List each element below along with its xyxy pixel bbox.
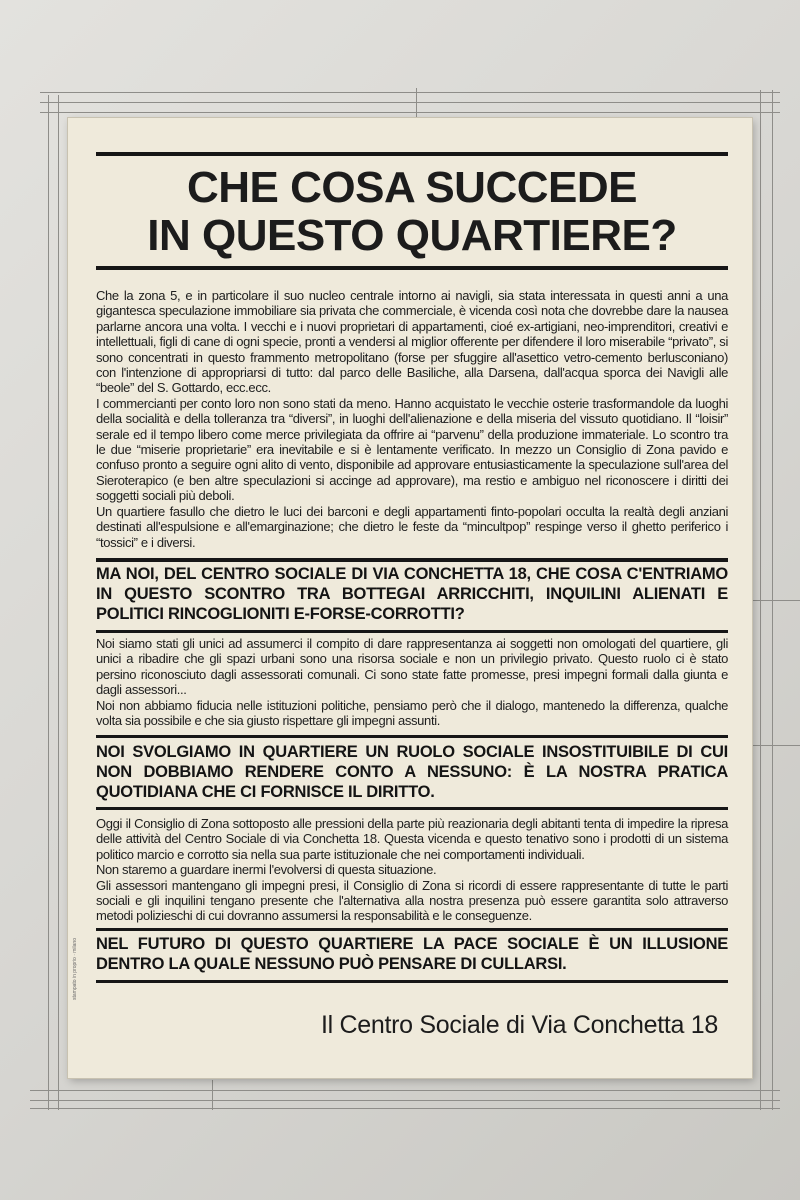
section-rule [96,735,728,738]
guide-line [48,95,49,1110]
title-underline-rule [96,266,728,270]
top-rule [96,152,728,156]
guide-line [40,92,780,93]
section-rule [96,928,728,931]
guide-line [760,90,761,1110]
paragraph: Gli assessori mantengano gli impegni presi, il Consiglio di Zona si ricordi di essere rappresentante di tutte le parti sociali e gli inquilini tengano presente che l'alternativa alla nostra presenza può essere garantita solo attraverso metodi polizieschi di cui dovranno assumersi la responsabilità e le conseguenze. [96,877,728,924]
intro-text [96,288,728,550]
guide-line [40,112,780,113]
paragraph: Un quartiere fasullo che dietro le luci dei barconi e degli appartamenti finto-popolari occulta la realtà degli anziani destinati all'espulsione e all'emarginazione; che dietro le feste da “mincultpop” respinge verso il ghetto periferico i “tossici” e i diversi. [96,503,728,550]
section-rule [96,807,728,810]
guide-line [416,88,417,118]
guide-line [212,1080,213,1110]
section-3-text [96,816,728,924]
paragraph: I commercianti per conto loro non sono stati da meno. Hanno acquistato le vecchie osterie trasformandole da luoghi della socialità e della tolleranza tra “diversi”, in luoghi dell'alienazione e della miseria del vissuto quotidiano. Il “loisir” serale ed il tempo libero come merce privilegiata da offrire ai “parvenu” della produzione immateriale. Lo scontro tra le due “miserie proprietarie” era inevitabile e si è lentamente verificato. In mezzo un Consiglio di Zona pavido e confuso pronto a seguire ogni alito di vento, disponibile ad approvare entusiasticamente la speculazione sull'area del Sieroterapico (e ben altre speculazioni si accinge ad approvare), ma restio e ambiguo nel riconoscere i diritti dei soggetti sociali più deboli. [96,395,728,504]
guide-line [772,90,773,1110]
headline-1: MA NOI, DEL CENTRO SOCIALE DI VIA CONCHETTA 18, CHE COSA C'ENTRIAMO IN QUESTO SCONTRO TRA BOTTEGAI ARRICCHITI, INQUILINI ALIENATI E POLITICI RINCOGLIONITI E-FORSE-CORROTTI? [96,565,728,623]
paragraph: Noi siamo stati gli unici ad assumerci il compito di dare rappresentanza ai soggetti non omologati del quartiere, gli unici a ribadire che gli spazi urbani sono una risorsa sociale e non un privilegio privato. Questo ruolo ci è stato persino riconosciuto dagli assessorati comunali. Ci sono state fatte promesse, presi impegni formali dalla giunta e dagli assessori... [96,636,728,698]
section-rule [96,558,728,562]
signature: Il Centro Sociale di Via Conchetta 18 [320,1011,718,1039]
poster-sheet [68,118,752,1078]
printer-note: stampato in proprio · milano [72,938,78,1000]
paragraph: Oggi il Consiglio di Zona sottoposto alle pressioni della parte più reazionaria degli abitanti tenta di impedire la ripresa delle attività del Centro Sociale di via Conchetta 18. Questa vicenda e questo tenativo sono i prodotti di un sistema politico marcio e corrotto sia nella sua parte istituzionale che nei comportamenti individuali. [96,816,728,862]
paragraph: Noi non abbiamo fiducia nelle istituzioni politiche, pensiamo però che il dialogo, mantenedo la differenza, qualche volta sia possibile e che sia giusto rispettare gli impegni assunti. [96,697,728,729]
paragraph: Che la zona 5, e in particolare il suo nucleo centrale intorno ai navigli, sia stata interessata in questi anni a una gigantesca speculazione immobiliare sia privata che commerciale, è vicenda così nota che dovrebbe dare la nausea parlarne ancora una volta. I vecchi e i nuovi proprietari di appartamenti, cioé ex-artigiani, neo-imprenditori, creativi e intellettuali, figli di cane di ogni specie, pronti a vendersi al miglior offerente per difendere il loro miserabile “privato”, si sono concentrati in questo frammento metropolitano (forse per sfuggire all'asettico vetro-cemento berlusconiano) con l'intenzione di appropriarsi di tutto: dal parco delle Basiliche, alla Darsena, dall'acqua sporca dei Navigli alle “beole” del S. Gottardo, ecc.ecc. [96,288,728,396]
guide-line [30,1108,780,1109]
bottom-rule [96,980,728,983]
guide-line [58,95,59,1110]
guide-line [30,1100,780,1101]
section-rule [96,630,728,633]
headline-2: NOI SVOLGIAMO IN QUARTIERE UN RUOLO SOCIALE INSOSTITUIBILE DI CUI NON DOBBIAMO RENDERE CONTO A NESSUNO: È LA NOSTRA PRATICA QUOTIDIANA CHE CI FORNISCE IL DIRITTO. [96,743,728,801]
section-2-text [96,636,728,728]
headline-3: NEL FUTURO DI QUESTO QUARTIERE LA PACE SOCIALE È UN ILLUSIONE DENTRO LA QUALE NESSUNO PUÒ PENSARE DI CULLARSI. [96,935,728,973]
poster-title [96,164,728,260]
guide-line [30,1090,780,1091]
paragraph: Non staremo a guardare inermi l'evolversi di questa situazione. [96,862,437,878]
title-line-1: CHE COSA SUCCEDE [187,163,637,212]
title-line-2: IN QUESTO QUARTIERE? [147,211,677,260]
guide-line [40,102,780,103]
